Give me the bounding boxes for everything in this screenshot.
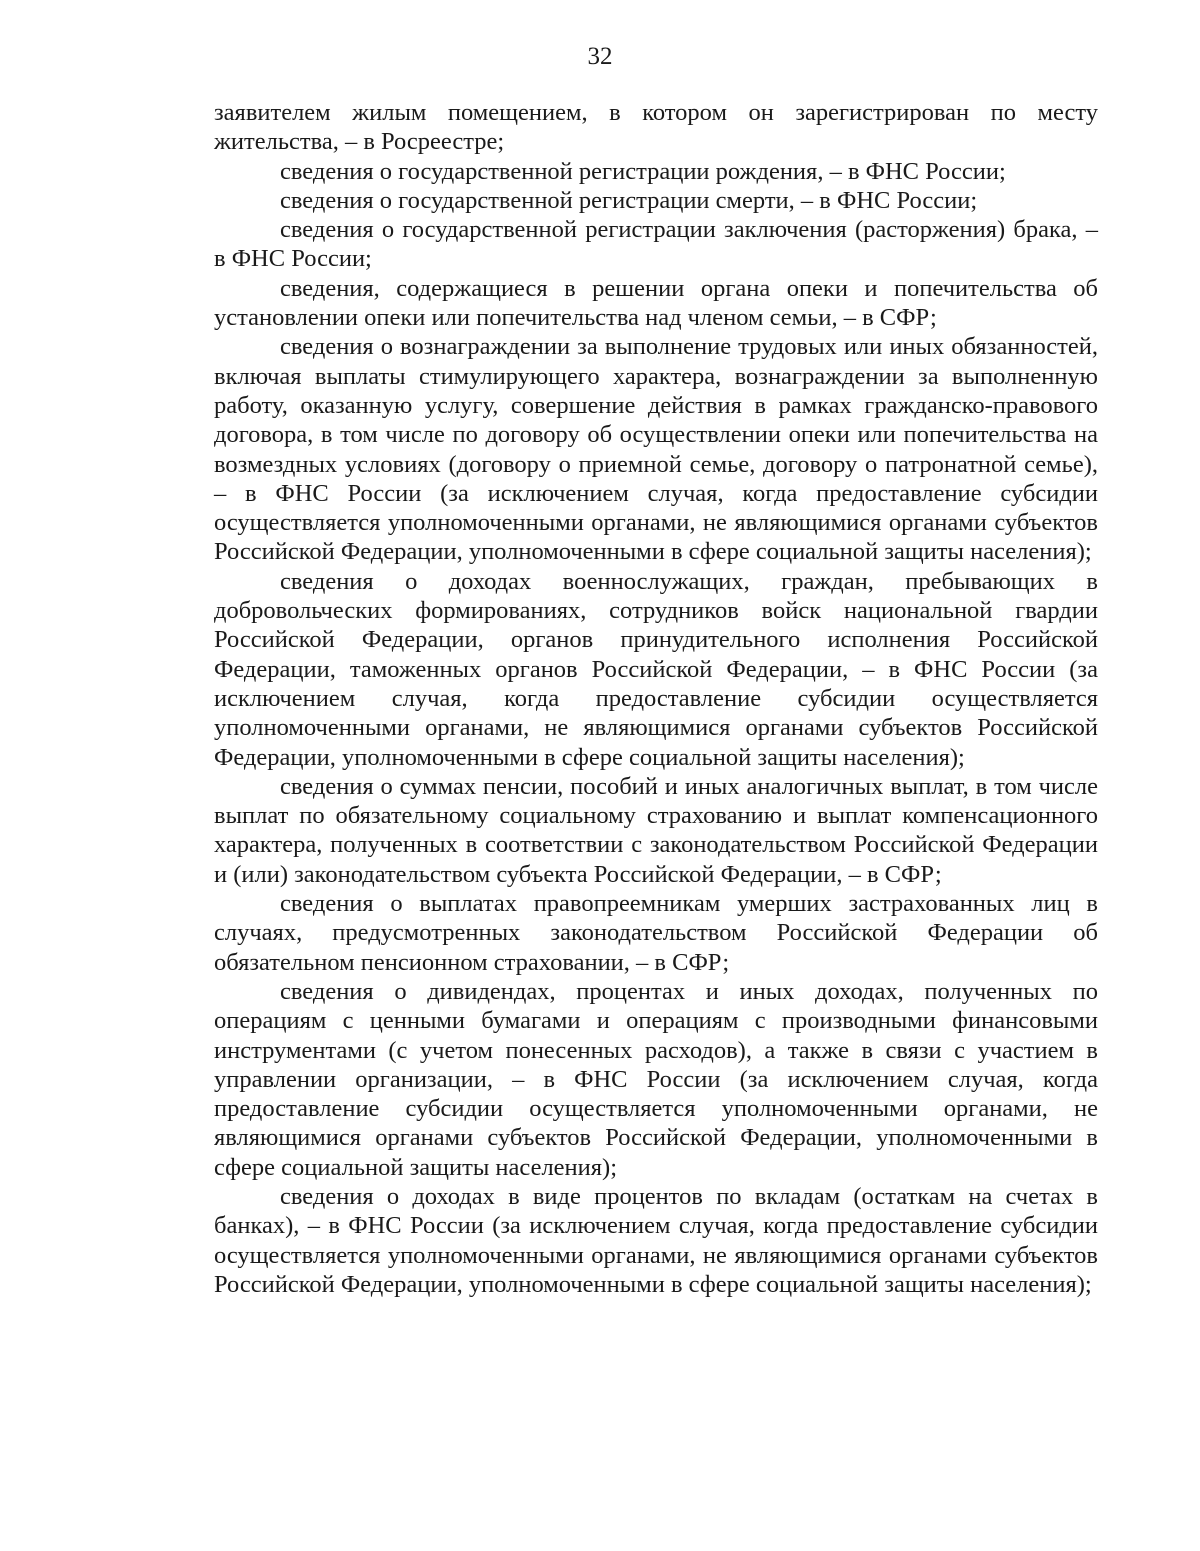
paragraph-successor-payments: сведения о выплатах правопреемникам умерших застрахованных лиц в случаях, предусмотренных законодательством Российской Федерации об обязательном пенсионном страховании, – в СФР; [214, 890, 1098, 976]
body-text [214, 98, 1098, 1299]
paragraph-death-registration: сведения о государственной регистрации смерти, – в ФНС России; [280, 186, 978, 214]
paragraph-birth-registration: сведения о государственной регистрации рождения, – в ФНС России; [280, 157, 1006, 185]
paragraph-marriage-registration: сведения о государственной регистрации заключения (расторжения) брака, – в ФНС России; [214, 216, 1098, 273]
paragraph-continuation: заявителем жилым помещением, в котором он зарегистрирован по месту жительства, – в Росреестре; [214, 99, 1098, 156]
paragraph-remuneration: сведения о вознаграждении за выполнение трудовых или иных обязанностей, включая выплаты стимулирующего характера, вознаграждении за выполненную работу, оказанную услугу, совершение действия в рамках гражданско-правового договора, в том числе по договору об осуществлении опеки или попечительства на возмездных условиях (договору о приемной семье, договору о патронатной семье), – в ФНС России (за исключением случая, когда предоставление субсидии осуществляется уполномоченными органами, не являющимися органами субъектов Российской Федерации, уполномоченными в сфере социальной защиты населения); [214, 333, 1098, 566]
paragraph-guardianship: сведения, содержащиеся в решении органа опеки и попечительства об установлении опеки или попечительства над членом семьи, – в СФР; [214, 274, 1098, 332]
page-number: 32 [587, 43, 613, 70]
paragraph-pensions: сведения о суммах пенсии, пособий и иных аналогичных выплат, в том числе выплат по обязательному социальному страхованию и выплат компенсационного характера, полученных в соответствии с законодательством Российской Федерации и (или) законодательством субъекта Российской Федерации, – в СФР; [214, 772, 1098, 888]
paragraph-deposit-interest: сведения о доходах в виде процентов по вкладам (остаткам на счетах в банках), – в ФНС России (за исключением случая, когда предоставление субсидии осуществляется уполномоченными органами, не являющимися органами субъектов Российской Федерации, уполномоченными в сфере социальной защиты населения); [214, 1182, 1098, 1298]
paragraph-dividends: сведения о дивидендах, процентах и иных доходах, полученных по операциям с ценными бумагами и операциям с производными финансовыми инструментами (с учетом понесенных расходов), а также в связи с участием в управлении организации, – в ФНС России (за исключением случая, когда предоставление субсидии осуществляется уполномоченными органами, не являющимися органами субъектов Российской Федерации, уполномоченными в сфере социальной защиты населения); [214, 977, 1098, 1181]
paragraph-military-income: сведения о доходах военнослужащих, граждан, пребывающих в добровольческих формированиях, сотрудников войск национальной гвардии Российской Федерации, органов принудительного исполнения Российской Федерации, таможенных органов Российской Федерации, – в ФНС России (за исключением случая, когда предоставление субсидии осуществляется уполномоченными органами, не являющимися органами субъектов Российской Федерации, уполномоченными в сфере социальной защиты населения); [214, 567, 1098, 771]
